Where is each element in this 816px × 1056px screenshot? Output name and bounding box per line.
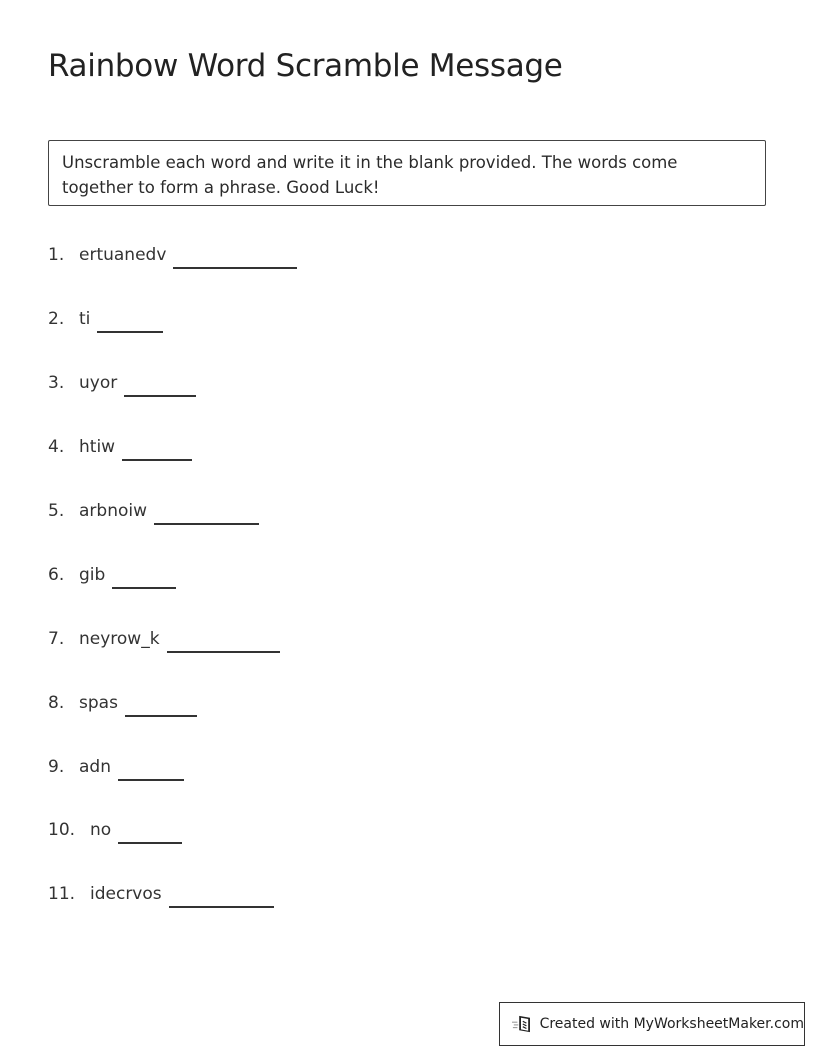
item-number: 4. <box>48 437 65 457</box>
item-number: 3. <box>48 373 65 393</box>
list-item <box>48 693 197 719</box>
scrambled-word: arbnoiw <box>79 501 147 521</box>
list-item <box>48 884 274 910</box>
list-item <box>48 245 297 271</box>
list-item <box>48 565 176 591</box>
scrambled-word: ti <box>79 309 91 329</box>
answer-blank[interactable] <box>118 757 184 781</box>
item-number: 11. <box>48 884 76 904</box>
worksheet-maker-logo-icon <box>512 1013 534 1035</box>
answer-blank[interactable] <box>112 565 176 589</box>
item-number: 8. <box>48 693 65 713</box>
item-number: 10. <box>48 820 76 840</box>
answer-blank[interactable] <box>169 884 274 908</box>
answer-blank[interactable] <box>122 437 192 461</box>
item-number: 9. <box>48 757 65 777</box>
list-item <box>48 757 184 783</box>
item-number: 6. <box>48 565 65 585</box>
list-item <box>48 309 163 335</box>
instructions-box: Unscramble each word and write it in the blank provided. The words come together to form a phrase. Good Luck! <box>48 140 766 206</box>
answer-blank[interactable] <box>97 309 163 333</box>
answer-blank[interactable] <box>124 373 196 397</box>
footer-text: Created with MyWorksheetMaker.com <box>539 1016 804 1032</box>
item-number: 1. <box>48 245 65 265</box>
footer-badge[interactable] <box>499 1002 805 1046</box>
scrambled-word: neyrow_k <box>79 629 160 649</box>
scrambled-word: idecrvos <box>90 884 162 904</box>
page-title: Rainbow Word Scramble Message <box>48 48 563 84</box>
scrambled-word: htiw <box>79 437 116 457</box>
item-number: 7. <box>48 629 65 649</box>
answer-blank[interactable] <box>173 245 297 269</box>
scrambled-word: gib <box>79 565 106 585</box>
answer-blank[interactable] <box>167 629 280 653</box>
answer-blank[interactable] <box>125 693 197 717</box>
scrambled-word: adn <box>79 757 111 777</box>
item-number: 2. <box>48 309 65 329</box>
answer-blank[interactable] <box>154 501 259 525</box>
item-number: 5. <box>48 501 65 521</box>
list-item <box>48 437 192 463</box>
list-item <box>48 820 182 846</box>
scrambled-word: ertuanedv <box>79 245 167 265</box>
list-item <box>48 373 196 399</box>
scrambled-word: spas <box>79 693 118 713</box>
answer-blank[interactable] <box>118 820 182 844</box>
list-item <box>48 629 280 655</box>
list-item <box>48 501 259 527</box>
scrambled-word: uyor <box>79 373 118 393</box>
scrambled-word: no <box>90 820 112 840</box>
